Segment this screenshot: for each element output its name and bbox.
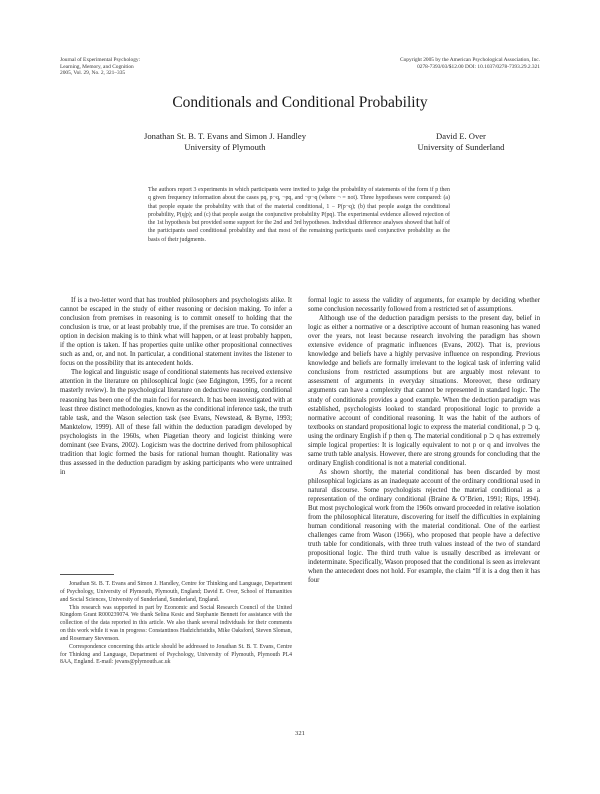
- affiliation-left: University of Plymouth: [184, 141, 266, 152]
- journal-name-line2: Learning, Memory, and Cognition: [60, 63, 134, 70]
- copyright-line: Copyright 2005 by the American Psychological Association, Inc.: [400, 57, 540, 63]
- affiliation-right: University of Sunderland: [417, 141, 505, 152]
- footnote-paragraph: Correspondence concerning this article should be addressed to Jonathan St. B. T. Evans, Centre for Thinking and Language, Department of Psychology, University of Plymouth, Plymouth PL4 8AA, England. E-mail: jevans@plymouth.ac.uk: [60, 643, 292, 666]
- footnote-paragraph: Jonathan St. B. T. Evans and Simon J. Handley, Centre for Thinking and Language, Department of Psychology, University of Plymouth, Plymouth, England; David E. Over, School of Humanities and Social Sciences, University of Sunderland, Sunderland, England.: [60, 581, 292, 603]
- author-names-right: David E. Over: [436, 131, 486, 141]
- body-paragraph: Although use of the deduction paradigm persists to the present day, belief in logic as either a normative or a descriptive account of human reasoning has waned over the years, not least because research involving the paradigm has shown extensive evidence of pragmatic influences (Evans, 2002). That is, previous knowledge and beliefs have a highly pervasive influence on responding. Previous knowledge and beliefs are formally irrelevant to the logical task of inferring valid conclusions from restricted assumptions but are arguably most relevant to assessment of arguments in everyday situations. Moreover, these ordinary arguments can have a complexity that cannot be represented in standard logic. The study of conditionals provides a good example. When the deduction paradigm was established, psychologists looked to standard propositional logic to provide a normative account of conditional reasoning. It was the habit of the authors of textbooks on standard propositional logic to express the material conditional, p ⊃ q, using the ordinary English if p then q. The material conditional p ⊃ q has extremely simple logical properties: It is logically equivalent to not p or q and involves the same truth table analysis. However, there are strong grounds for concluding that the ordinary English conditional is not a material conditional.: [308, 315, 540, 467]
- page-number: 321: [295, 730, 305, 737]
- article-title: Conditionals and Conditional Probability: [172, 94, 428, 111]
- body-paragraph: If is a two-letter word that has troubled philosophers and psychologists alike. It cannot be escaped in the study of either reasoning or decision making. To infer a conclusion from premises in reasoning is to commit oneself to holding that the conclusion is true, or at least probably true, if the premises are true. To consider an option in decision making is to think what will happen, or at least probably happen, if the option is taken. If has properties quite unlike other propositional connectives such as and, or, and not. In particular, a conditional statement invites the listener to focus on the possibility that its antecedent holds.: [60, 297, 292, 368]
- author-names-left: Jonathan St. B. T. Evans and Simon J. Handley: [144, 131, 306, 141]
- author-block-plymouth: [60, 131, 390, 152]
- author-note: [60, 581, 292, 667]
- abstract: The authors report 3 experiments in which participants were invited to judge the probability of statements of the form if p then q given frequency information about the cases pq, p¬q, ¬pq, and ¬p¬q (where ¬ = not). Three hypotheses were compared: (a) that people equate the probability with that of the material conditional, 1 − P(p¬q); (b) that people assign the conditional probability, P(q|p); and (c) that people assign the conjunctive probability P(pq). The experimental evidence allowed rejection of the 1st hypothesis but provided some support for the 2nd and 3rd hypotheses. Individual difference analyses showed that half of the participants used conditional probability and that most of the remaining participants used conjunctive probability as the basis of their judgments.: [148, 187, 450, 243]
- journal-citation: [60, 57, 260, 77]
- body-column-left: [60, 296, 292, 477]
- footnote-divider: [60, 574, 114, 575]
- author-block-sunderland: [386, 131, 536, 152]
- footnote-paragraph: This research was supported in part by Economic and Social Research Council of the United Kingdom Grant R000239074. We thank Selina Kesic and Stephanie Bennett for assistance with the collection of the data reported in this article. We also thank several individuals for their comments on this work while it was in progress: Constantinos Hadzichristidis, Mike Oaksford, Steven Sloman, and Rosemary Stevenson.: [60, 604, 292, 642]
- doi-line: 0278-7393/03/$12.00 DOI: 10.1037/0278-7393.29.2.321: [417, 63, 540, 70]
- body-paragraph: As shown shortly, the material conditional has been discarded by most philosophical logicians as an inadequate account of the ordinary conditional used in natural discourse. Some psychologists rejected the material conditional as a representation of the ordinary conditional (Braine & O’Brien, 1991; Rips, 1994). But most psychological work from the 1960s onward proceeded in relative isolation from the philosophical literature, discovering for itself the difficulties in explaining human conditional reasoning with the material conditional. One of the earliest challenges came from Wason (1966), who proposed that people have a defective truth table for conditionals, with three truth values instead of the two of standard propositional logic. The third truth value is usually described as irrelevant or indeterminate. Specifically, Wason proposed that the conditional is seen as irrelevant when the antecedent does not hold. For example, the claim “If it is a dog then it has four: [308, 468, 540, 585]
- copyright-notice: [310, 57, 540, 70]
- journal-name-line1: Journal of Experimental Psychology:: [60, 57, 141, 63]
- body-paragraph: formal logic to assess the validity of arguments, for example by deciding whether some conclusion necessarily followed from a restricted set of assumptions.: [308, 297, 540, 314]
- body-paragraph: The logical and linguistic usage of conditional statements has received extensive attention in the literature on philosophical logic (see Edgington, 1995, for a recent masterly review). In the psychological literature on deductive reasoning, conditional reasoning has been one of the main foci for research. It has been investigated with at least three distinct methodologies, known as the conditional inference task, the truth table task, and the Wason selection task (see Evans, Newstead, & Byrne, 1993; Manktelow, 1999). All of these fall within the deduction paradigm developed by psychologists in the 1960s, when Piagetian theory and logicist thinking were dominant (see Evans, 2002). Logicism was the doctrine derived from philosophical tradition that logic formed the basis for rational human thought. Rationality was thus assessed in the deduction paradigm by asking participants who were untrained in: [60, 369, 292, 476]
- journal-volume-line: 2005, Vol. 29, No. 2, 321–335: [60, 70, 126, 77]
- body-column-right: [308, 296, 540, 586]
